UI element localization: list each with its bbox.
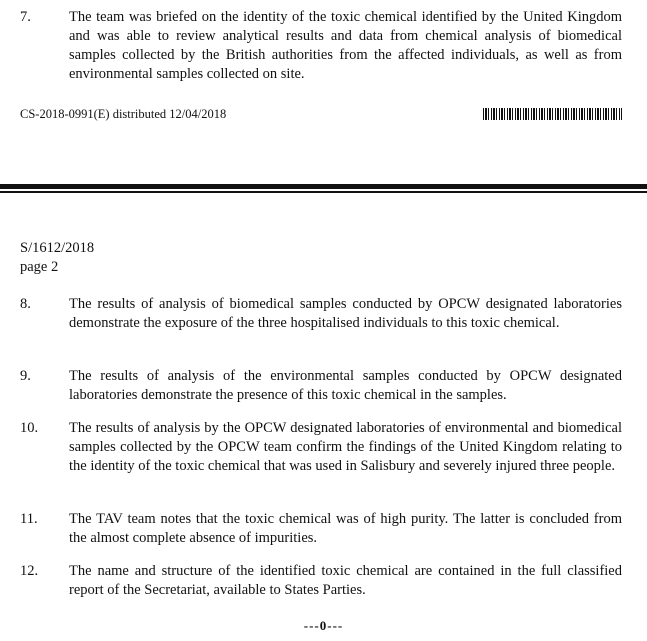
paragraph-number: 12. [20,563,39,579]
page-header [20,239,94,277]
paragraph-text: The results of analysis of the environmental samples conducted by OPCW designated laboratories demonstrate the presence of this toxic chemical in the samples. [69,368,622,403]
paragraph-number: 7. [20,9,31,25]
document-id: S/1612/2018 [20,240,95,256]
paragraph-text: The team was briefed on the identity of the toxic chemical identified by the United Kingdom and was able to review analytical results and data from chemical analysis of biomedical samples collected by the British authorities from the affected individuals, as well as from environmental samples collected on site. [69,9,622,82]
paragraph-text: The results of analysis by the OPCW designated laboratories of environmental and biomedical samples collected by the OPCW team confirm the findings of the United Kingdom relating to the identity of the toxic chemical that was used in Salisbury and severely injured three people. [69,420,622,474]
page-separator [0,184,647,194]
paragraph-number: 11. [20,511,38,527]
paragraph-number: 9. [20,368,31,384]
separator-thick-line [0,184,647,189]
page-number: page 2 [20,259,59,275]
paragraph-number: 10. [20,420,39,436]
document-footer-reference: CS-2018-0991(E) distributed 12/04/2018 [20,107,227,121]
barcode-icon [483,108,622,120]
paragraph-number: 8. [20,296,31,312]
paragraph-text: The name and structure of the identified toxic chemical are contained in the full classified report of the Secretariat, available to States Parties. [69,563,622,598]
paragraph-text: The TAV team notes that the toxic chemical was of high purity. The latter is concluded from the almost complete absence of impurities. [69,511,622,546]
separator-thin-line [0,191,647,193]
end-of-document-mark: ---0--- [303,618,344,633]
paragraph-text: The results of analysis of biomedical samples conducted by OPCW designated laboratories demonstrate the exposure of the three hospitalised individuals to this toxic chemical. [69,296,622,331]
